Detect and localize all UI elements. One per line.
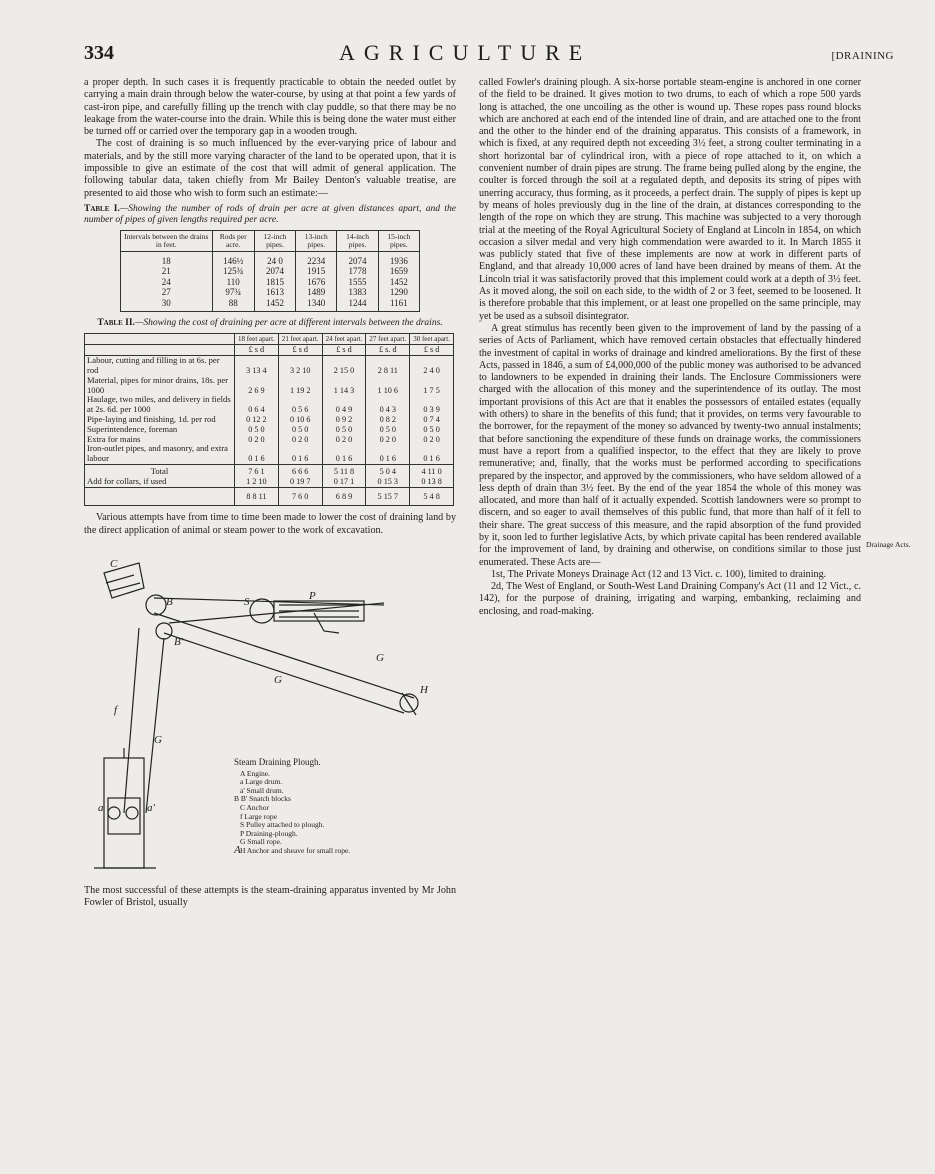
table-cell: 1244: [337, 298, 378, 312]
legend-item: C Anchor: [240, 802, 269, 812]
table-cell: 0 1 6: [235, 444, 279, 464]
table-cell: 0 1 6: [322, 444, 366, 464]
table1-caption: [84, 204, 456, 226]
figure-legend: [234, 758, 350, 856]
table-cell: 1 7 5: [410, 376, 454, 396]
row-label: Labour, cutting and filling in at 6s. per rod: [85, 356, 235, 376]
table-cell: 5 0 4: [366, 465, 410, 477]
list-item: 2d, The West of England, or South-West Land Draining Company's Act (11 and 12 Vict., c. 142), for the purpose of draining, irrigating and warping, embanking, reclaiming and enclosing, and road-making.: [479, 581, 861, 617]
column-header: 21 feet apart.: [278, 334, 322, 345]
table-row: [85, 356, 454, 376]
table2-caption: [84, 318, 456, 329]
table-cell: 0 13 8: [410, 477, 454, 487]
table-cell: 1936: [378, 251, 419, 266]
table-cell: 0 2 0: [235, 435, 279, 445]
figure-letter: P: [309, 590, 316, 603]
row-label: Total: [85, 465, 235, 477]
table2-caption-text: —Showing the cost of draining per acre at different intervals between the drains.: [134, 318, 443, 329]
list-item: 1st, The Private Moneys Drainage Act (12 and 13 Vict. c. 100), limited to draining.: [491, 568, 827, 580]
table-cell: 0 15 3: [366, 477, 410, 487]
table-cell: 21: [121, 266, 213, 277]
row-label: Haulage, two miles, and delivery in fields at 2s. 6d. per 1000: [85, 395, 235, 415]
figure-letter: B: [166, 596, 173, 609]
total-row: [85, 465, 454, 477]
rope-line: [124, 628, 139, 813]
table-cell: 1161: [378, 298, 419, 312]
row-label: Superintendence, foreman: [85, 425, 235, 435]
table-row: [121, 266, 420, 277]
paragraph: A great stimulus has recently been given to the improvement of land by the passing of a series of Acts of Parliament, which have removed certain obstacles that effectually hindered the investment of capital in works of drainage and kindred ameliorations. By the first of these Acts, passed in 1846, a sum of £4,000,000 of the public money was authorised to be advanced to landowners to be expended in draining their lands. The Enclosure Commissioners were charged with the allocation of this money and the superintendence of its outlay. The most important provisions of this Act are that it enables the possessors of entailed estates (equally with others) to share in the benefits of this fund; that it provides, on terms very favourable to the borrower, for the repayment of the money so advanced by twenty-two annual instalments; that before sanctioning the expenditure of these funds on drainage works, the commissioners must have a report from a qualified inspector, to the effect that they are likely to prove remunerative; and, finally, that the works must be performed according to specifications prepared by the inspector, and approved by the commissioners, who have seldom allowed of a less depth of drain than 3½ feet. By the end of the year 1854 the whole of this money was allocated, and more than half of it actually expended. Scottish landowners were so prompt to discern, and so eager to avail themselves of this public fund, that more than half of it fell to their share. The great success of this measure, and the rapid absorption of the fund provided by it, soon led to further legislative Acts, by which private capital has been rendered available for the improvement of land, by draining and otherwise, on conditions similar to those just enumerated. These Acts are—: [479, 322, 861, 568]
snatch-block: [156, 623, 172, 639]
plough-coulter: [314, 613, 339, 633]
table2-label: Table II.: [97, 318, 135, 329]
table-cell: 3 13 4: [235, 356, 279, 376]
table-cell: 27: [121, 287, 213, 298]
table-cell: [85, 345, 235, 356]
page-header: [84, 40, 894, 72]
unit-cell: £ s d: [278, 345, 322, 356]
table-cell: 1676: [296, 277, 337, 288]
table-cell: 0 5 6: [278, 395, 322, 415]
table-cell: 0 5 0: [235, 425, 279, 435]
table1-label: Table I.: [84, 203, 120, 214]
legend-item: a Large drum.: [240, 777, 283, 787]
figure-letter: G: [274, 674, 282, 687]
table-cell: 7 6 0: [278, 487, 322, 506]
table-cell: 0 2 0: [366, 435, 410, 445]
table-rods-per-acre: [120, 230, 420, 313]
collars-row: [85, 477, 454, 487]
table-cell: 1555: [337, 277, 378, 288]
table-cell: 1815: [254, 277, 295, 288]
paragraph-part2: The most successful of these attempts is the steam-draining apparatus invented by Mr John Fowler of Bristol, usually: [84, 885, 456, 909]
table-cell: 0 1 6: [366, 444, 410, 464]
table-cell: 1659: [378, 266, 419, 277]
acts-list: [479, 569, 861, 618]
table-cell: 88: [212, 298, 254, 312]
figure-letter: H: [420, 684, 428, 697]
column-header: 30 feet apart.: [410, 334, 454, 345]
column-header: 14-inch pipes.: [337, 230, 378, 251]
column-header: 27 feet apart.: [366, 334, 410, 345]
table-cell: 6 6 6: [278, 465, 322, 477]
table-header-row: [121, 230, 420, 251]
table-cell: 7 6 1: [235, 465, 279, 477]
guide-word: [DRAINING: [831, 50, 894, 62]
table-cell: 0 1 6: [410, 444, 454, 464]
table-cell: 2234: [296, 251, 337, 266]
table-cell: 0 2 0: [278, 435, 322, 445]
legend-item: P Draining-plough.: [240, 828, 298, 838]
table-cell: 0 7 4: [410, 415, 454, 425]
page-number: 334: [84, 42, 114, 64]
table-cell: 0 5 0: [278, 425, 322, 435]
table-cell: 0 8 2: [366, 415, 410, 425]
table-cell: 4 11 0: [410, 465, 454, 477]
table-cell: 6 8 9: [322, 487, 366, 506]
column-header: [85, 334, 235, 345]
row-label: Add for collars, if used: [85, 477, 235, 487]
table-cell: 1452: [254, 298, 295, 312]
units-row: [85, 345, 454, 356]
legend-item: a' Small drum.: [240, 785, 284, 795]
paragraph: a proper depth. In such cases it is frequently practicable to obtain the needed outlet by carrying a main drain through below the water-course, by using at that point a few yards of cast-iron pipe, and carefully filling up the trench with clay puddle, so that there may be no leakage from the water-course into the drain. While this is being done the water must either be turned off or carried over the temporary gap in a wooden trough.: [84, 77, 456, 138]
legend-item: f Large rope: [240, 811, 277, 821]
rope-line: [154, 613, 414, 698]
figure-letter: G: [154, 734, 162, 747]
figure-letter: G: [376, 652, 384, 665]
table-cell: 1915: [296, 266, 337, 277]
paragraph: called Fowler's draining plough. A six-horse portable steam-engine is anchored in one corner of the field to be drained. It gives motion to two drums, to each of which a rope 500 yards long is attached, the one uncoiling as the other is wound up. These ropes pass round blocks which are anchored at each end of the intended line of drain, and are attached one to the front and the other to the hinder end of the draining apparatus. This consists of a framework, in which is fixed, at any required depth not exceeding 3½ feet, a strong coulter terminating in a short horizontal bar of cylindrical iron, with a piece of rope attached to it, on which a convenient number of drain pipes are strung. The frame being pulled along by the engine, the coulter is forced through the soil at a regulated depth, and deposits its string of pipes with unerring accuracy, thus forming, as it proceeds, a perfect drain. The supply of pipes is kept up by means of holes previously dug in the line of the drain, at distances corresponding to the length of the rope on which they are strung. This machine was subjected to a very thorough trial at the meeting of the Royal Agricultural Society of England at Lincoln in 1854, on which occasion a silver medal and very high commendation were awarded to it. In March 1855 it was publicly stated that five of these implements are now at work in different parts of England, and that already 10,000 acres of land have been drained by means of them. At the Lincoln trial it was satisfactorily proved that this implement could work at a depth of 3½ feet. As it moved along, the soil on each side, to the width of 2 or 3 feet, seemed to be loosened. It is therefore probable that this implement, or at least one propelled on the same principle, may yet be used as a subsoil disintegrator.: [479, 77, 861, 322]
table-cell: 2074: [337, 251, 378, 266]
unit-cell: £ s d: [410, 345, 454, 356]
unit-cell: £ s d: [322, 345, 366, 356]
figure-letter: S: [244, 596, 250, 609]
table-row: [121, 277, 420, 288]
left-column: [84, 77, 456, 910]
table-cell: 110: [212, 277, 254, 288]
table-cell: 8 8 11: [235, 487, 279, 506]
column-header: 18 feet apart.: [235, 334, 279, 345]
legend-item: B B' Snatch blocks: [234, 794, 291, 804]
table-cell: 1 10 6: [366, 376, 410, 396]
table-cell: 2 8 11: [366, 356, 410, 376]
table-cell: 2 6 9: [235, 376, 279, 396]
table-cell: 1452: [378, 277, 419, 288]
paragraph: The cost of draining is so much influenced by the ever-varying price of labour and materials, and by the still more varying character of the land to be operated upon, that it is impossible to give an estimate of the cost that will admit of general application. The following tabular data, taken chiefly from Mr Bailey Denton's valuable treatise, are presented to aid those who wish to form such an estimate:—: [84, 138, 456, 199]
rope-line: [164, 633, 404, 713]
table-cell: 0 5 0: [366, 425, 410, 435]
table-row: [85, 444, 454, 464]
table-cell: 5 11 8: [322, 465, 366, 477]
table-cell: 97¾: [212, 287, 254, 298]
table-row: [121, 298, 420, 312]
figure-letter: A: [234, 844, 241, 857]
table-cell: 0 10 6: [278, 415, 322, 425]
table-cell: 1 14 3: [322, 376, 366, 396]
table-row: [85, 376, 454, 396]
table-cell: 0 17 1: [322, 477, 366, 487]
running-title: AGRICULTURE: [339, 40, 592, 65]
figure-letter: B': [174, 636, 184, 649]
table-cell: 18: [121, 251, 213, 266]
figure-letter: f: [114, 704, 118, 717]
unit-cell: £ s. d: [366, 345, 410, 356]
table-cell: 0 2 0: [410, 435, 454, 445]
pulley: [250, 599, 274, 623]
table-cell: 2 15 0: [322, 356, 366, 376]
table-cell: 146½: [212, 251, 254, 266]
engine-drums: [108, 798, 140, 834]
table-cell: 0 19 7: [278, 477, 322, 487]
column-header: 15-inch pipes.: [378, 230, 419, 251]
table-cell: 0 3 9: [410, 395, 454, 415]
row-label: Extra for mains: [85, 435, 235, 445]
column-header: Rods per acre.: [212, 230, 254, 251]
figure-letter: a: [98, 802, 104, 815]
legend-item: A Engine.: [240, 768, 270, 778]
table-row: [121, 287, 420, 298]
table-cell: 0 2 0: [322, 435, 366, 445]
table-cell: 0 12 2: [235, 415, 279, 425]
table-cell: 1778: [337, 266, 378, 277]
table-row: [121, 251, 420, 266]
table-row: [85, 395, 454, 415]
margin-note: Drainage Acts.: [866, 540, 911, 549]
table-cell: 24 0: [254, 251, 295, 266]
table-cell: 2074: [254, 266, 295, 277]
table-cell: 5 4 8: [410, 487, 454, 506]
row-label: Iron-outlet pipes, and masonry, and extra labour: [85, 444, 235, 464]
table-cell: 1489: [296, 287, 337, 298]
unit-cell: £ s d: [235, 345, 279, 356]
table-cell: 1340: [296, 298, 337, 312]
sum-row: [85, 487, 454, 506]
table-cell: 1290: [378, 287, 419, 298]
table-cell: 5 15 7: [366, 487, 410, 506]
row-label: Pipe-laying and finishing, 1d. per rod: [85, 415, 235, 425]
table-drainage-cost: [84, 333, 454, 506]
table-cell: 0 9 2: [322, 415, 366, 425]
table-cell: 1613: [254, 287, 295, 298]
figure-letter: a': [147, 802, 155, 815]
column-header: 24 feet apart.: [322, 334, 366, 345]
anchor-frame: [106, 575, 140, 591]
table-cell: 2 4 0: [410, 356, 454, 376]
table-cell: 30: [121, 298, 213, 312]
rope-line: [169, 603, 384, 623]
paragraph-part1: Various attempts have from time to time been made to lower the cost of draining land by the direct application of animal or steam power to the work of excavation.: [84, 512, 456, 536]
drum: [108, 807, 120, 819]
steam-plough-figure: [84, 543, 456, 881]
column-header: 13-inch pipes.: [296, 230, 337, 251]
table-cell: 1383: [337, 287, 378, 298]
table1-caption-text: —Showing the number of rods of drain per acre at given distances apart, and the number of pipes of given lengths required per acre.: [84, 203, 456, 225]
column-header: Intervals between the drains in feet.: [121, 230, 213, 251]
table-cell: 0 4 9: [322, 395, 366, 415]
figure-title: Steam Draining Plough.: [234, 757, 321, 768]
drum: [126, 807, 138, 819]
rope-line: [146, 638, 164, 813]
figure-letter: C: [110, 558, 118, 571]
table-cell: 0 1 6: [278, 444, 322, 464]
right-column: [479, 77, 861, 618]
legend-item: H Anchor and sheave for small rope.: [240, 845, 351, 855]
table-cell: 1 19 2: [278, 376, 322, 396]
table-cell: 0 5 0: [322, 425, 366, 435]
table-cell: [85, 487, 235, 506]
table-cell: 1 2 10: [235, 477, 279, 487]
table-cell: 0 4 3: [366, 395, 410, 415]
table-cell: 0 6 4: [235, 395, 279, 415]
table-cell: 0 5 0: [410, 425, 454, 435]
legend-item: S Pulley attached to plough.: [240, 820, 325, 830]
table-cell: 125¾: [212, 266, 254, 277]
table-cell: 24: [121, 277, 213, 288]
row-label: Material, pipes for minor drains, 18s. per 1000: [85, 376, 235, 396]
column-header: 12-inch pipes.: [254, 230, 295, 251]
table-cell: 3 2 10: [278, 356, 322, 376]
legend-item: G Small rope.: [240, 837, 282, 847]
table-header-row: [85, 334, 454, 345]
